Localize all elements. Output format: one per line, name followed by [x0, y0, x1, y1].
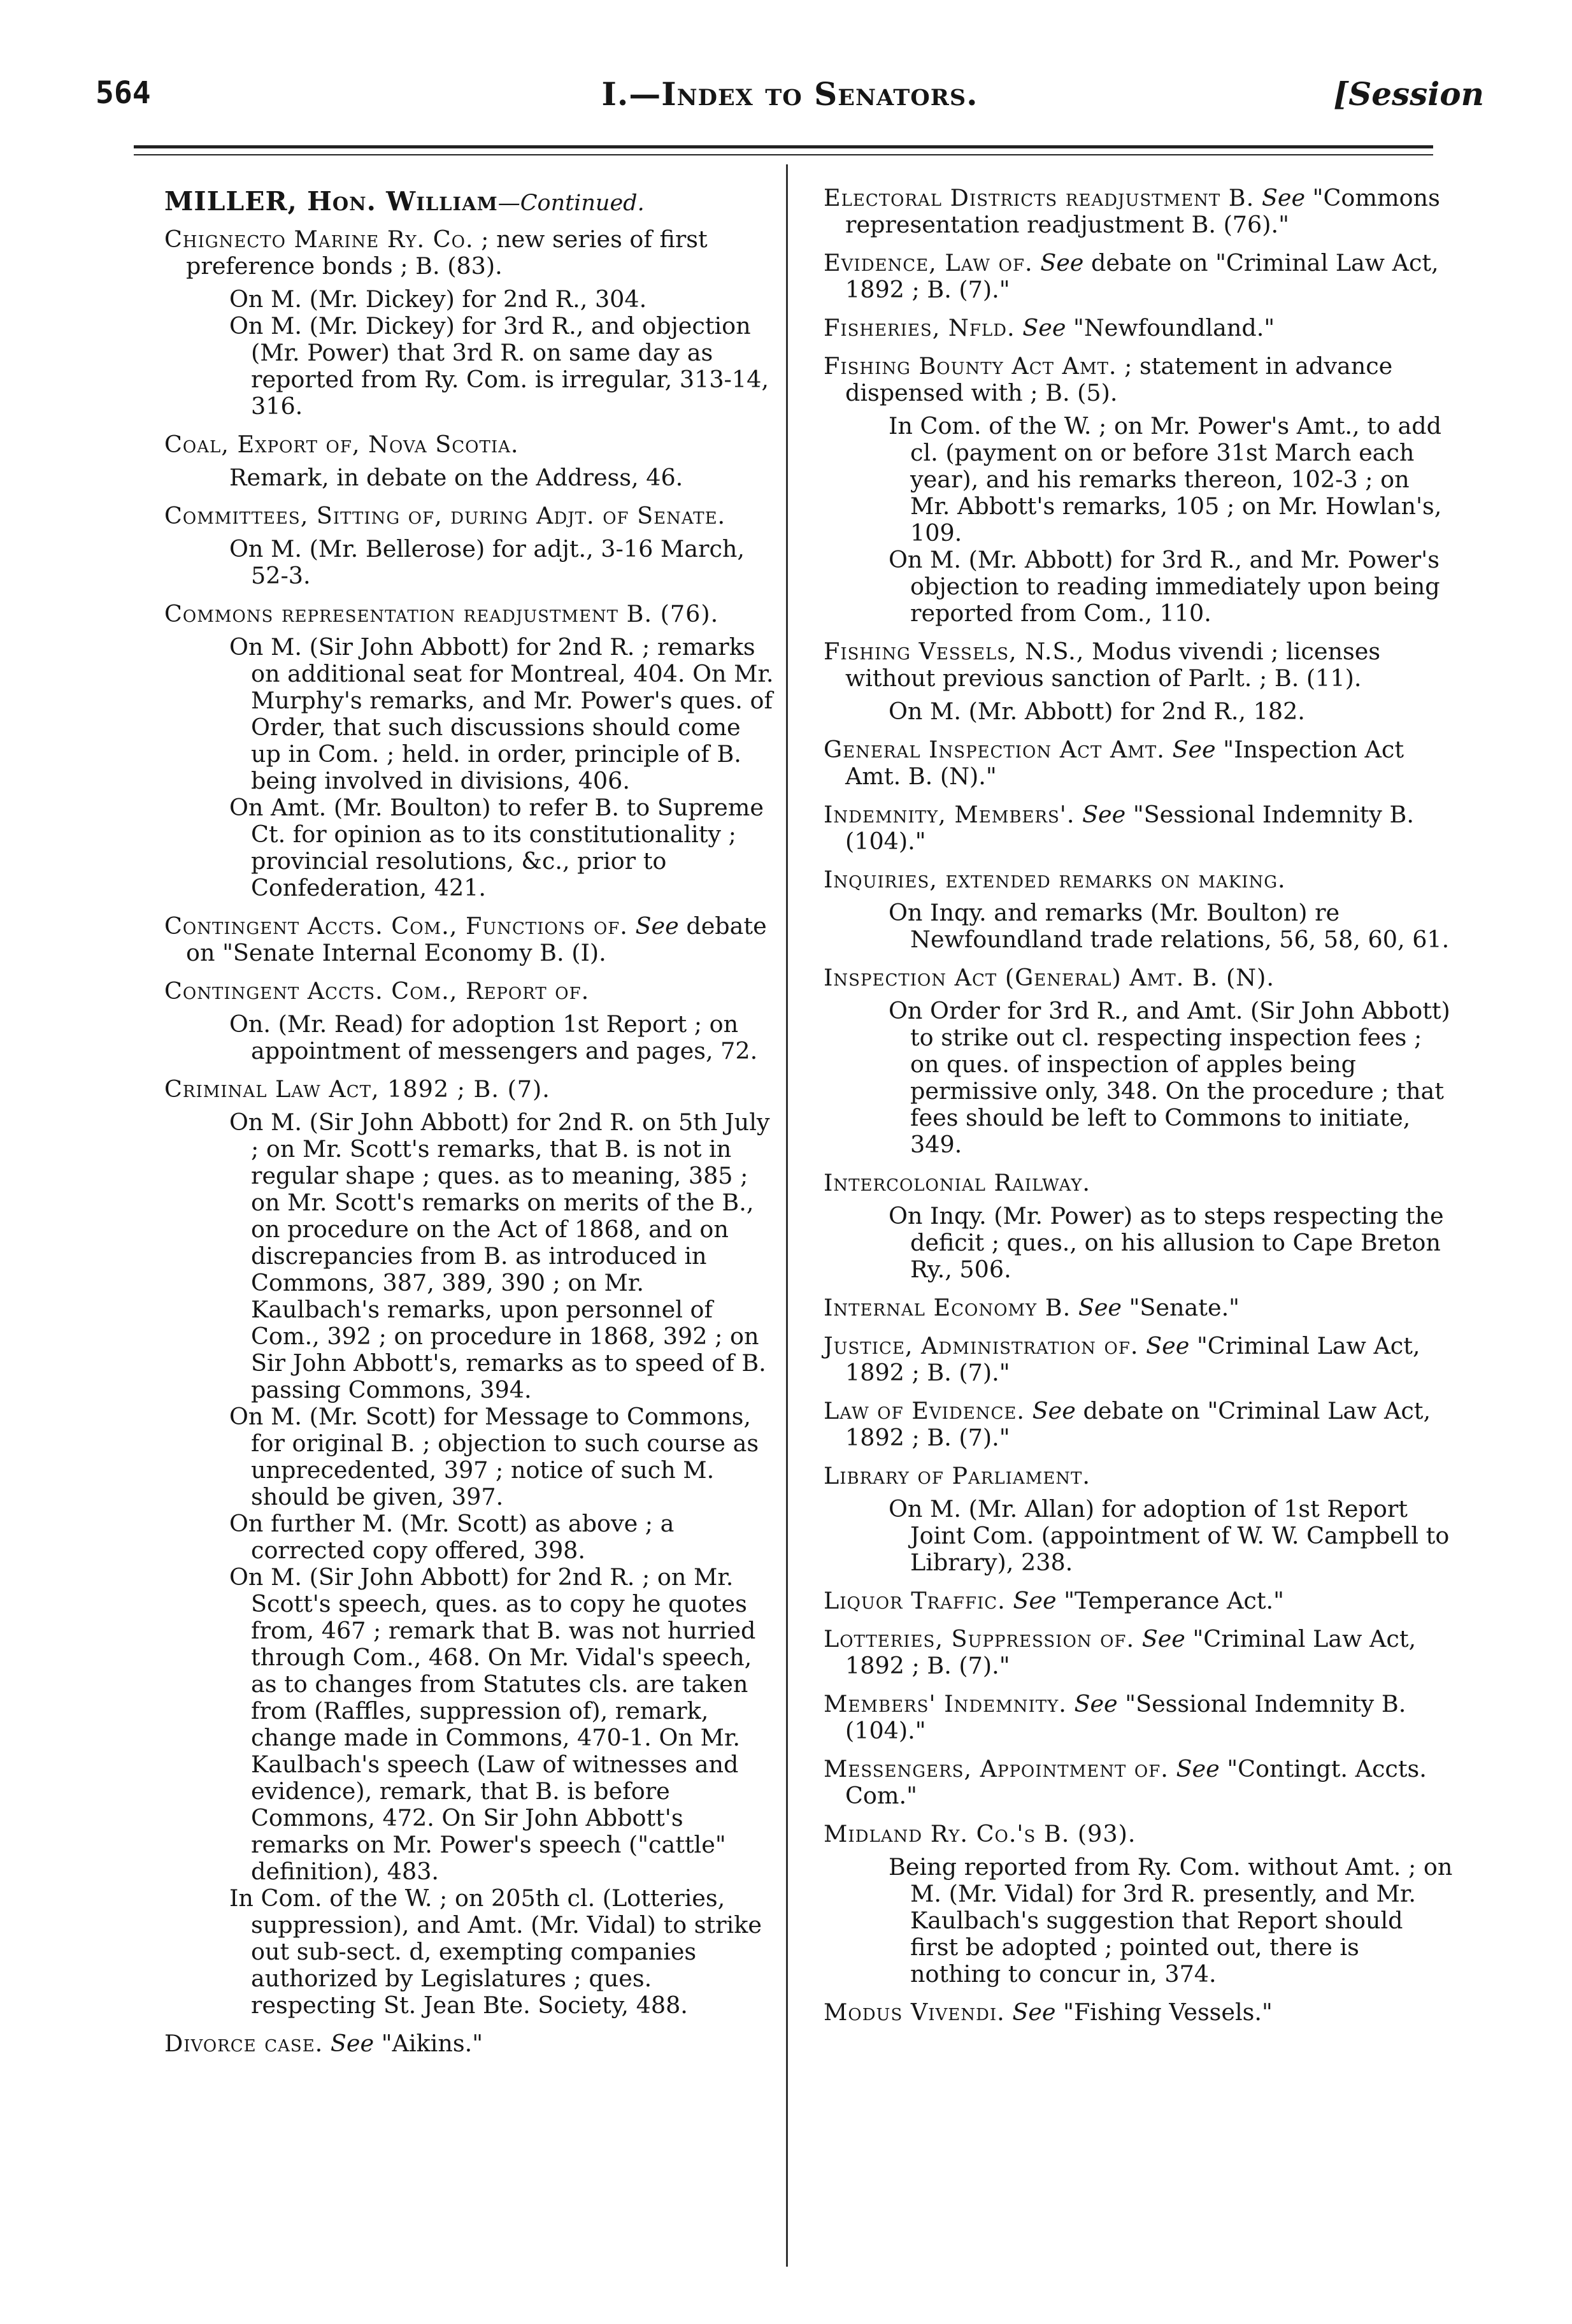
entry-head [824, 638, 1454, 692]
entry-heading: Inquiries, extended remarks on making. [824, 866, 1286, 893]
subentry: On M. (Sir John Abbott) for 2nd R. on 5th July ; on Mr. Scott's remarks, that B. is not in regular shape ; ques. as to meaning, 385 ; on Mr. Scott's remarks on merits of the B., on procedure on the Act of 1868, and on discrepancies from B. as introduced in Commons, 387, 389, 390 ; on Mr. Kaulbach's remarks, upon personnel of Com., 392 ; on procedure in 1868, 392 ; on Sir John Abbott's, remarks as to speed of B. passing Commons, 394. [229, 1108, 770, 1403]
entry-head [824, 1398, 1454, 1451]
entry-heading: General Inspection Act Amt. [824, 736, 1165, 763]
entry-text: "Criminal Law Act, 1892 ; B. (7)." [845, 1625, 1417, 1679]
entry-head [824, 1691, 1454, 1744]
entry-text: debate on "Senate Internal Economy B. (I). [186, 912, 767, 966]
entry-heading: Commons representation readjustment B. (76). [164, 600, 719, 628]
subentry: On Amt. (Mr. Boulton) to refer B. to Supreme Ct. for opinion as to its constitutionality ; provincial resolutions, &c., prior to Confederation, 421. [229, 794, 764, 901]
left-entries [164, 226, 775, 2057]
subentry-list [824, 413, 1454, 627]
index-entry [164, 503, 775, 589]
subentry: Being reported from Ry. Com. without Amt. ; on M. (Mr. Vidal) for 3rd R. presently, and Mr. Kaulbach's suggestion that Report should first be adopted ; pointed out, there is nothing to concur in, 374. [889, 1853, 1453, 1988]
entry-heading: Evidence, Law of. [824, 249, 1033, 276]
entry-head [164, 226, 775, 280]
subentry: On M. (Mr. Abbott) for 3rd R., and Mr. Power's objection to reading immediately upon being reported from Com., 110. [889, 546, 1440, 627]
index-entry [824, 1756, 1454, 1809]
index-entry [164, 2030, 775, 2057]
see-reference: See [635, 912, 679, 940]
entry-heading: Library of Parliament. [824, 1462, 1090, 1489]
header-rule-thick [134, 145, 1433, 148]
index-entry [824, 866, 1454, 953]
subentry: In Com. of the W. ; on 205th cl. (Lotteries, suppression), and Amt. (Mr. Vidal) to strike out sub-sect. d, exempting companies authorized by Legislatures ; ques. respecting St. Jean Bte. Society, 488. [229, 1884, 762, 2019]
index-entry [824, 965, 1454, 1158]
entry-heading: Fisheries, Nfld. [824, 314, 1015, 341]
entry-head [824, 1756, 1454, 1809]
entry-text: debate on "Criminal Law Act, 1892 ; B. (7)." [845, 249, 1439, 303]
entry-head [824, 1821, 1454, 1847]
entry-heading: Justice, Administration of. [824, 1332, 1139, 1359]
see-reference: See [1082, 801, 1126, 828]
subentry-list [824, 900, 1454, 953]
right-column [824, 185, 1454, 2037]
entry-head [824, 965, 1454, 991]
entry-head [164, 503, 775, 529]
entry-heading: Messengers, Appointment of. [824, 1755, 1169, 1782]
page-title: I.—Index to Senators. [601, 75, 978, 113]
entry-head [824, 353, 1454, 406]
index-entry [824, 1170, 1454, 1283]
entry-heading: Fishing Vessels, N.S., [824, 638, 1085, 665]
subentry: On M. (Mr. Dickey) for 3rd R., and objection (Mr. Power) that 3rd R. on same day as reported from Ry. Com. is irregular, 313-14, 316. [229, 312, 769, 420]
entry-heading: Criminal Law Act, 1892 ; B. (7). [164, 1075, 550, 1103]
index-entry [824, 1295, 1454, 1321]
subentry: On Inqy. and remarks (Mr. Boulton) re Newfoundland trade relations, 56, 58, 60, 61. [889, 899, 1450, 953]
entry-text: "Sessional Indemnity B. (104)." [845, 801, 1414, 855]
entry-heading: Intercolonial Railway. [824, 1169, 1090, 1196]
index-entry [824, 1626, 1454, 1679]
entry-head [164, 431, 775, 458]
entry-text: ; new series of first preference bonds ; B. (83). [186, 226, 708, 280]
entry-text: "Senate." [1129, 1294, 1240, 1321]
entry-heading: Midland Ry. Co.'s B. (93). [824, 1820, 1136, 1847]
entry-heading: Coal, Export of, Nova Scotia. [164, 431, 519, 458]
entry-heading: Inspection Act (General) Amt. B. (N). [824, 964, 1275, 991]
entry-head [824, 185, 1454, 238]
entry-heading: Members' Indemnity. [824, 1690, 1067, 1718]
index-entry [824, 736, 1454, 790]
header-rule-thin [134, 154, 1433, 155]
see-reference: See [1172, 736, 1216, 763]
entry-head [824, 736, 1454, 790]
entry-head [164, 1076, 775, 1103]
entry-head [164, 913, 775, 966]
entry-head [824, 1333, 1454, 1386]
column-divider [786, 164, 788, 2267]
index-entry [164, 913, 775, 966]
index-entry [164, 226, 775, 420]
left-column [164, 185, 775, 2069]
entry-head [824, 866, 1454, 893]
subentry: On M. (Mr. Abbott) for 2nd R., 182. [889, 698, 1305, 725]
subentry: On Order for 3rd R., and Amt. (Sir John Abbott) to strike out cl. respecting inspection fees ; on ques. of inspection of apples being permissive only, 348. On the procedure ; that fees should be left to Commons to initiate, 349. [889, 997, 1450, 1158]
entry-heading: Indemnity, Members'. [824, 801, 1075, 828]
entry-heading: Electoral Districts readjustment B. [824, 184, 1255, 212]
index-entry [824, 1398, 1454, 1451]
entry-heading: Law of Evidence. [824, 1397, 1025, 1424]
see-reference: See [1261, 184, 1306, 212]
entry-text: "Contingt. Accts. Com." [845, 1755, 1427, 1809]
entry-text: ; statement in advance dispensed with ; B. (5). [845, 352, 1393, 406]
index-entry [164, 601, 775, 901]
session-label: [Session [1333, 75, 1484, 113]
index-entry [824, 1691, 1454, 1744]
subentry: In Com. of the W. ; on Mr. Power's Amt., to add cl. (payment on or before 31st March each year), and his remarks thereon, 102-3 ; on Mr. Abbott's remarks, 105 ; on Mr. Howlan's, 109. [889, 412, 1442, 547]
subentry-list [164, 1109, 775, 2019]
see-reference: See [1022, 314, 1066, 341]
entry-head [824, 1170, 1454, 1196]
running-head [96, 75, 1484, 133]
index-entry [824, 1463, 1454, 1576]
subentry: On M. (Sir John Abbott) for 2nd R. ; on Mr. Scott's speech, ques. as to copy he quotes from, 467 ; remark that B. was not hurried through Com., 468. On Mr. Vidal's speech, as to changes from Statutes cls. are taken from (Raffles, suppression of), remark, change made in Commons, 470-1. On Mr. Kaulbach's speech (Law of witnesses and evidence), remark, that B. is before Commons, 472. On Sir John Abbott's remarks on Mr. Power's speech ("cattle" definition), 483. [229, 1563, 756, 1885]
entry-head [824, 1463, 1454, 1489]
entry-head [824, 1999, 1454, 2026]
index-entry [824, 250, 1454, 303]
entry-text: "Fishing Vessels." [1063, 1998, 1273, 2026]
entry-heading: Contingent Accts. Com., Functions of. [164, 912, 628, 940]
index-entry [164, 1076, 775, 2019]
entry-head [824, 250, 1454, 303]
index-entry [824, 638, 1454, 725]
entry-head [824, 801, 1454, 855]
subentry-list [824, 1496, 1454, 1576]
index-entry [824, 1588, 1454, 1614]
entry-text: "Aikins." [381, 2030, 483, 2057]
entry-head [824, 315, 1454, 341]
see-reference: See [1141, 1625, 1185, 1653]
see-reference: See [1013, 1587, 1057, 1614]
entry-heading: Internal Economy B. [824, 1294, 1071, 1321]
entry-text: "Newfoundland." [1073, 314, 1275, 341]
entry-head [164, 2030, 775, 2057]
entry-heading: Lotteries, Suppression of. [824, 1625, 1135, 1653]
see-reference: See [330, 2030, 375, 2057]
entry-text: "Criminal Law Act, 1892 ; B. (7)." [845, 1332, 1420, 1386]
entry-text: "Sessional Indemnity B. (104)." [845, 1690, 1406, 1744]
index-entry [824, 1821, 1454, 1988]
subentry: On M. (Sir John Abbott) for 2nd R. ; remarks on additional seat for Montreal, 404. On Mr. Murphy's remarks, and Mr. Power's ques. of Order, that such discussions should come up in Com. ; held. in order, principle of B. being involved in divisions, 406. [229, 633, 774, 794]
entry-text: "Temperance Act." [1064, 1587, 1284, 1614]
entry-head [164, 978, 775, 1005]
subentry-list [164, 634, 775, 901]
subentry: On M. (Mr. Scott) for Message to Commons, for original B. ; objection to such course as unprecedented, 397 ; notice of such M. should be given, 397. [229, 1403, 759, 1510]
subentry-list [824, 1203, 1454, 1283]
subentry: On Inqy. (Mr. Power) as to steps respecting the deficit ; ques., on his allusion to Cape Breton Ry., 506. [889, 1202, 1444, 1283]
subentry-list [824, 698, 1454, 725]
index-entry [164, 978, 775, 1065]
entry-heading: Contingent Accts. Com., Report of. [164, 977, 590, 1005]
right-entries [824, 185, 1454, 2026]
subentry-list [164, 464, 775, 491]
index-entry [824, 1999, 1454, 2026]
index-entry [824, 1333, 1454, 1386]
index-entry [824, 353, 1454, 627]
entry-head [824, 1295, 1454, 1321]
entry-heading: Liquor Traffic. [824, 1587, 1006, 1614]
subentry: Remark, in debate on the Address, 46. [229, 464, 683, 491]
index-entry [164, 431, 775, 491]
see-reference: See [1040, 249, 1084, 276]
entry-head [824, 1588, 1454, 1614]
index-entry [824, 801, 1454, 855]
subentry-list [164, 1011, 775, 1065]
see-reference: See [1012, 1998, 1056, 2026]
entry-text: debate on "Criminal Law Act, 1892 ; B. (7)." [845, 1397, 1431, 1451]
entry-head [824, 1626, 1454, 1679]
subentry-list [824, 1854, 1454, 1988]
senator-heading [164, 185, 775, 220]
entry-heading: Fishing Bounty Act Amt. [824, 352, 1117, 380]
index-entry [824, 315, 1454, 341]
see-reference: See [1074, 1690, 1118, 1718]
see-reference: See [1176, 1755, 1220, 1782]
index-entry [824, 185, 1454, 238]
see-reference: See [1032, 1397, 1076, 1424]
entry-text: Modus vivendi ; licenses without previous sanction of Parlt. ; B. (11). [845, 638, 1381, 692]
subentry: On M. (Mr. Allan) for adoption of 1st Report Joint Com. (appointment of W. W. Campbell to Library), 238. [889, 1495, 1450, 1576]
subentry: On M. (Mr. Dickey) for 2nd R., 304. [229, 285, 647, 313]
subentry-list [164, 286, 775, 420]
senator-name: MILLER, Hon. William [164, 186, 498, 217]
entry-heading: Chignecto Marine Ry. Co. [164, 226, 474, 253]
entry-text: "Inspection Act Amt. B. (N)." [845, 736, 1404, 790]
subentry: On further M. (Mr. Scott) as above ; a corrected copy offered, 398. [229, 1510, 675, 1564]
see-reference: See [1078, 1294, 1122, 1321]
subentry-list [164, 536, 775, 589]
subentry: On M. (Mr. Bellerose) for adjt., 3-16 March, 52-3. [229, 535, 745, 589]
entry-heading: Divorce case. [164, 2030, 324, 2057]
entry-heading: Committees, Sitting of, during Adjt. of Senate. [164, 502, 726, 529]
continued-label: —Continued. [497, 190, 645, 216]
subentry-list [824, 998, 1454, 1158]
see-reference: See [1146, 1332, 1190, 1359]
entry-head [164, 601, 775, 628]
entry-heading: Modus Vivendi. [824, 1998, 1005, 2026]
subentry: On. (Mr. Read) for adoption 1st Report ; on appointment of messengers and pages, 72. [229, 1010, 758, 1065]
entry-text: "Commons representation readjustment B. (76)." [845, 184, 1440, 238]
page-number: 564 [96, 75, 151, 111]
